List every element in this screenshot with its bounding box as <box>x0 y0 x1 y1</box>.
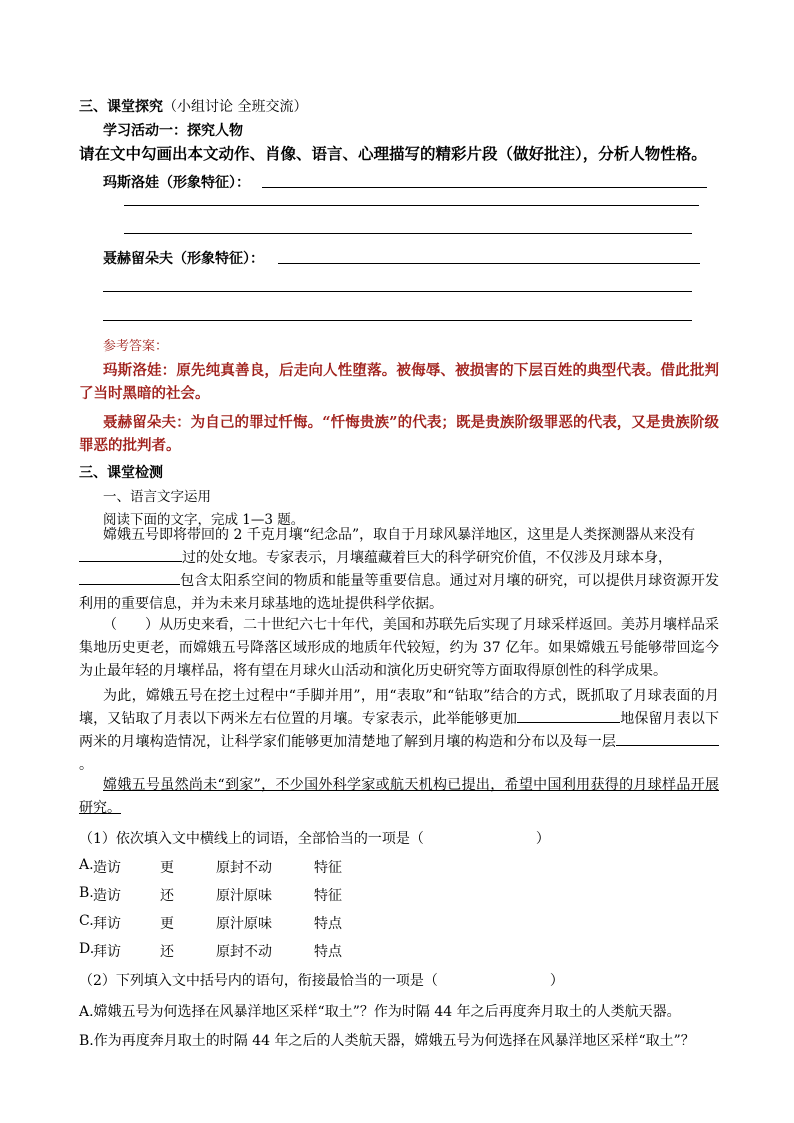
activity-title: 学习活动一：探究人物 <box>103 123 243 139</box>
answer-maslova: 玛斯洛娃：原先纯真善良，后走向人性堕落。被侮辱、被损害的下层百姓的典型代表。借此批判了当时黑暗的社会。 <box>79 362 719 402</box>
option-word-4: 特征 <box>314 888 342 904</box>
nekhludov-label: 聂赫留朵夫（形象特征）： <box>103 251 264 267</box>
q2-option-b[interactable]: B.作为再度奔月取土的时隔 44 年之后的人类航天器，嫦娥五号为何选择在风暴洋地区采样“取土”？ <box>79 1033 695 1049</box>
section-note: （小组讨论 全班交流） <box>163 99 308 115</box>
blank-4[interactable] <box>616 733 719 746</box>
option-word-4: 特征 <box>314 860 342 876</box>
section-title-text: 三、课堂探究 <box>79 99 163 115</box>
section-title-test: 三、课堂检测 <box>79 465 163 481</box>
nekhludov-answer-line-3[interactable] <box>103 320 692 321</box>
option-word-1: 造访 <box>93 888 121 904</box>
option-word-4: 特点 <box>314 944 342 960</box>
option-word-2: 还 <box>160 888 174 904</box>
nekhludov-answer-line-1[interactable] <box>278 263 700 264</box>
option-word-1: 拜访 <box>93 944 121 960</box>
option-letter: C. <box>79 913 94 929</box>
subsection-title: 一、语言文字运用 <box>103 489 211 505</box>
q2-option-a[interactable]: A.嫦娥五号为何选择在风暴洋地区采样“取土”？作为时隔 44 年之后再度奔月取土的人类航天器。 <box>79 1004 681 1020</box>
blank-1[interactable] <box>79 549 182 562</box>
nekhludov-answer-line-2[interactable] <box>103 291 692 292</box>
option-letter: B. <box>79 885 94 901</box>
reading-intro: 阅读下面的文字，完成 1—3 题。 <box>103 512 305 528</box>
reference-label: 参考答案： <box>103 339 169 354</box>
option-word-3: 原封不动 <box>216 944 272 960</box>
option-word-3: 原封不动 <box>216 860 272 876</box>
maslova-answer-line-1[interactable] <box>262 187 707 188</box>
passage-paragraph-1-line-1: 嫦娥五号即将带回的 2 千克月壤“纪念品”，取自于月球风暴洋地区，这里是人类探测器从来没有 <box>103 527 696 543</box>
passage-paragraph-2 <box>79 614 719 683</box>
p1-b-text: 过的处女地。专家表示，月壤蕴藏着巨大的科学研究价值，不仅涉及月球本身， <box>182 550 672 566</box>
blank-3[interactable] <box>517 710 620 723</box>
option-word-1: 造访 <box>93 860 121 876</box>
passage-paragraph-1-line-3 <box>79 570 719 616</box>
p1-c-text: 包含太阳系空间的物质和能量等重要信息。通过对月壤的研究，可以提供月球资源开发利用的重要信息，并为未来月球基地的选址提供科学依据。 <box>79 573 719 612</box>
p3-a-text: 为此，嫦娥五号在挖土过程中“手脚并用”，用“表取”和“钻取”结合的方式，既抓取了月球表面的月壤，又钻取了月表以下两米左右位置的月壤。专家表示，此举能够更加 <box>79 688 719 727</box>
option-word-2: 更 <box>160 860 174 876</box>
maslova-answer-line-3[interactable] <box>124 233 692 234</box>
p3-b-text: 地保留月表以下两米的月壤构造情况，让科学家们能够更加清楚地了解到月壤的构造和分布以及每一层 <box>79 711 719 750</box>
option-word-2: 更 <box>160 916 174 932</box>
option-word-1: 拜访 <box>93 916 121 932</box>
instruction-text: 请在文中勾画出本文动作、肖像、语言、心理描写的精彩片段（做好批注），分析人物性格。 <box>79 144 707 163</box>
maslova-label: 玛斯洛娃（形象特征）： <box>103 175 250 191</box>
option-letter: D. <box>79 941 95 957</box>
option-word-2: 还 <box>160 944 174 960</box>
passage-paragraph-1-line-2 <box>79 547 719 570</box>
option-letter: A. <box>79 857 94 873</box>
section-title-inquiry <box>79 96 307 116</box>
option-word-4: 特点 <box>314 916 342 932</box>
question-2: （2）下列填入文中括号内的语句，衔接最恰当的一项是（ ） <box>79 973 564 989</box>
p3-c-text: 。 <box>79 757 93 773</box>
maslova-answer-line-2[interactable] <box>124 205 699 206</box>
answer-paren[interactable]: （ ） <box>103 617 159 633</box>
passage-paragraph-4: 嫦娥五号虽然尚未“到家”，不少国外科学家或航天机构已提出，希望中国利用获得的月球样品开展研究。 <box>79 777 719 816</box>
question-1: （1）依次填入文中横线上的词语，全部恰当的一项是（ ） <box>79 831 550 847</box>
option-word-3: 原汁原味 <box>216 888 272 904</box>
passage-paragraph-3 <box>79 685 719 777</box>
option-word-3: 原汁原味 <box>216 916 272 932</box>
answer-nekhludov: 聂赫留朵夫：为自己的罪过忏悔。“忏悔贵族”的代表；既是贵族阶级罪恶的代表，又是贵族阶级罪恶的批判者。 <box>79 414 719 454</box>
blank-2[interactable] <box>79 572 180 585</box>
p2-text: 从历史来看，二十世纪六七十年代，美国和苏联先后实现了月球采样返回。美苏月壤样品采集地历史更老，而嫦娥五号降落区域形成的地质年代较短，约为 37 亿年。如果嫦娥五号能够带回迄今为止最年轻的月壤样品，将有望在月球火山活动和演化历史研究等方面取得原创性的科学成果。 <box>79 617 719 679</box>
